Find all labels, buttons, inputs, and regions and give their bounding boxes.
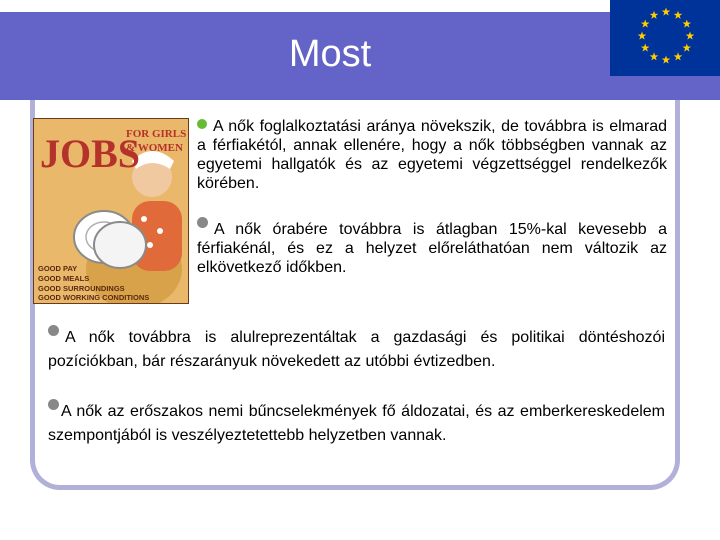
bullet-dot-icon bbox=[197, 217, 208, 228]
slide-title: Most bbox=[288, 33, 372, 75]
paragraph-text: A nők továbbra is alulreprezentáltak a gazdasági és politikai döntéshozói pozíciókban, bár részarányuk növekedett az utóbbi évtizedben. bbox=[48, 329, 665, 370]
bullet-paragraph-3 bbox=[48, 325, 665, 374]
poster-list-item: GOOD MEALS bbox=[38, 274, 90, 283]
poster-subtitle-2: & WOMEN bbox=[126, 142, 183, 154]
eu-flag-icon bbox=[610, 0, 720, 76]
jobs-poster-image bbox=[33, 118, 189, 304]
bullet-dot-icon bbox=[197, 119, 207, 129]
paragraph-text: A nők az erőszakos nemi bűncselekmények fő áldozatai, és az emberkereskedelem szempontjából is veszélyeztetettebb helyzetben vannak. bbox=[48, 403, 665, 444]
poster-headline: JOBS bbox=[40, 131, 141, 176]
poster-list-item: GOOD WORKING CONDITIONS bbox=[38, 293, 150, 302]
bullet-dot-icon bbox=[48, 325, 59, 336]
bullet-paragraph-4 bbox=[48, 399, 665, 448]
poster-list-item: GOOD SURROUNDINGS bbox=[38, 284, 125, 293]
poster-list-item: GOOD PAY bbox=[38, 264, 78, 273]
bullet-paragraph-1 bbox=[197, 117, 667, 193]
title-underline bbox=[40, 93, 636, 96]
paragraph-text: A nők foglalkoztatási aránya növekszik, de továbbra is elmarad a férfiakétól, annak ellenére, hogy a nők többségben vannak az egyetemi hallgatók és az egyetemi végzettséggel rendelkezők körében. bbox=[197, 118, 667, 192]
bullet-dot-icon bbox=[48, 399, 59, 410]
paragraph-text: A nők órabére továbbra is átlagban 15%-kal kevesebb a férfiakénál, és ez a helyzet előreláthatóan nem változik az elkövetkező időkben. bbox=[197, 221, 667, 276]
bullet-paragraph-2 bbox=[197, 217, 667, 277]
poster-subtitle-1: FOR GIRLS bbox=[126, 128, 187, 140]
